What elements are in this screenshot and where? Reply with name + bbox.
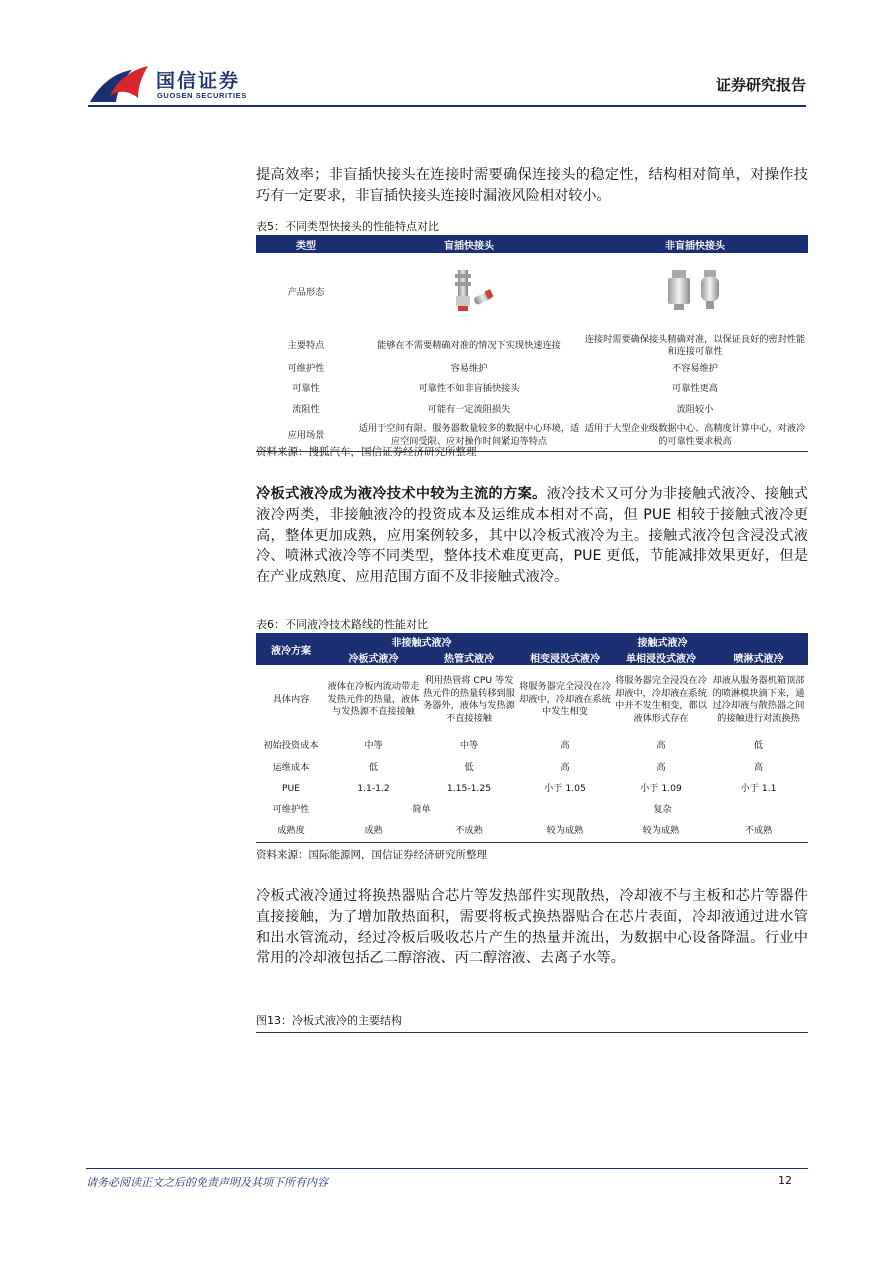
- table-cell: 高: [560, 761, 570, 773]
- table-cell: 低: [368, 761, 379, 773]
- table-cell: 复杂: [653, 804, 672, 816]
- table6-group-header-row: [256, 633, 808, 649]
- table-row: [256, 800, 808, 821]
- table-cell: 小于 1.05: [544, 783, 586, 795]
- table6-sub-header: 喷淋式液冷: [709, 649, 808, 665]
- intro-paragraph: 提高效率；非盲插快接头在连接时需要确保连接头的稳定性，结构相对简单，对操作技巧有一定要求，非盲插快接头连接时漏液风险相对较小。: [256, 167, 808, 204]
- row-label: 流阻性: [292, 404, 320, 416]
- table6-title: 表6：不同液冷技术路线的性能对比: [256, 616, 808, 636]
- table-cell: 高: [753, 761, 764, 773]
- table-cell: 成熟: [326, 821, 421, 842]
- table-cell: 流阻较小: [676, 404, 714, 416]
- table-cell: 可靠性不如非盲插快接头: [418, 383, 520, 395]
- paragraph-body: 液冷技术又可分为非接触式液冷、接触式液冷两类，非接触液冷的投资成本及运维成本相对不高，但 PUE 相较于接触式液冷更高，整体更加成熟，应用案例较多，其中以冷板式液冷为主。接触式液冷包含浸没式液冷、喷淋式液冷等不同类型，整体技术难度更高，PUE 更低，节能减排效果更好，但是在产业成熟度、应用范围方面不及非接触式液冷。: [256, 486, 808, 586]
- table-cell: 适用于空间有限、服务器数量较多的数据中心环境，适应空间受限、应对操作时间紧迫等特点: [356, 421, 582, 451]
- table-row: [256, 400, 808, 421]
- table5-title: 表5：不同类型快接头的性能特点对比: [256, 218, 808, 238]
- table-row: [256, 757, 808, 779]
- footer-disclaimer: 请务必阅读正文之后的免责声明及其项下所有内容: [86, 1176, 328, 1189]
- table-cell: 却液从服务器机箱顶部的喷淋模块滴下来，通过冷却液与散热器之间的接触进行对流换热: [712, 675, 805, 724]
- page-number: 12: [778, 1174, 792, 1187]
- row-label: 应用场景: [256, 421, 356, 451]
- table5-header-nonblind: 非盲插快接头: [582, 235, 808, 253]
- row-label: 主要特点: [287, 339, 325, 351]
- paragraph-liquid-cooling: [256, 484, 808, 588]
- table6-sub-header: 冷板式液冷: [326, 649, 421, 665]
- table-cell: 高: [560, 739, 570, 751]
- table6-sub-header: 单相浸没式液冷: [613, 649, 709, 665]
- report-type-label: 证券研究报告: [715, 76, 806, 94]
- table-row: [256, 665, 808, 735]
- table-cell: 中等: [364, 739, 383, 751]
- table5: [256, 235, 808, 452]
- table-cell: 1.1-1.2: [357, 783, 390, 795]
- table6: [256, 633, 808, 843]
- table-cell: 低: [753, 739, 764, 751]
- table-cell: 不成熟: [421, 821, 517, 842]
- table-cell: 小于 1.1: [740, 783, 777, 795]
- table-cell: 不容易维护: [672, 362, 718, 374]
- row-label: 初始投资成本: [263, 739, 319, 751]
- table6-group-noncontact: 非接触式液冷: [326, 633, 517, 649]
- guosen-logo-icon: [88, 62, 150, 104]
- table-cell: 较为成熟: [517, 821, 613, 842]
- company-name-en: GUOSEN SECURITIES: [157, 91, 247, 100]
- table-row: [256, 333, 808, 359]
- company-name-cn: 国信证券: [156, 70, 241, 92]
- paragraph-cold-plate: 冷板式液冷通过将换热器贴合芯片等发热部件实现散热，冷却液不与主板和芯片等器件直接接触，为了增加散热面积，需要将板式换热器贴合在芯片表面，冷却液通过进水管和出水管流动，经过冷板后吸收芯片产生的热量并流出，为数据中心设备降温。行业中常用的冷却液包括乙二醇溶液、丙二醇溶液、去离子水等。: [256, 888, 808, 967]
- footer-divider: [86, 1168, 808, 1169]
- paragraph-bold-lead: 冷板式液冷成为液冷技术中较为主流的方案。: [256, 486, 547, 502]
- table-row: [256, 359, 808, 379]
- table-cell: 小于 1.09: [640, 783, 682, 795]
- row-label: 具体内容: [272, 693, 310, 705]
- table5-header-blind: 盲插快接头: [356, 235, 582, 253]
- table6-sub-header: 相变浸没式液冷: [517, 649, 613, 665]
- table-cell: 较为成熟: [613, 821, 709, 842]
- table-cell: 可能有一定流阻损失: [427, 404, 511, 416]
- row-label: 可维护性: [272, 804, 310, 816]
- row-label: 成熟度: [256, 821, 326, 842]
- row-label: 可维护性: [287, 362, 325, 374]
- product-image-blind: [356, 253, 582, 333]
- table-cell: 可靠性更高: [672, 383, 718, 395]
- table-row: [256, 821, 808, 842]
- table6-group-contact: 接触式液冷: [517, 633, 808, 649]
- non-blind-connector-icon: [660, 268, 730, 314]
- table-cell: 不成熟: [709, 821, 808, 842]
- table6-source: 资料来源：国际能源网，国信证券经济研究所整理: [256, 849, 487, 861]
- table-cell: 容易维护: [450, 362, 488, 374]
- row-label: 产品形态: [287, 286, 325, 298]
- blind-mate-connector-icon: [434, 268, 504, 314]
- table-cell: 连接时需要确保接头精确对准，以保证良好的密封性能和连接可靠性: [584, 333, 806, 357]
- row-label: PUE: [281, 783, 301, 795]
- table-cell: 适用于大型企业级数据中心、高精度计算中心，对液冷的可靠性要求极高: [582, 421, 808, 451]
- table-cell: 高: [656, 739, 666, 751]
- table-cell: 利用热管将 CPU 等发热元件的热量转移到服务器外，液体与发热源不直接接触: [423, 675, 515, 724]
- table5-source: 资料来源：搜狐汽车，国信证券经济研究所整理: [256, 446, 477, 458]
- table6-corner-header: 液冷方案: [256, 633, 326, 665]
- page-header: [0, 0, 892, 110]
- table-row: [256, 779, 808, 800]
- table6-sub-header: 热管式液冷: [421, 649, 517, 665]
- table-cell: 简单: [412, 804, 431, 816]
- table-row: [256, 379, 808, 400]
- table5-header-row: [256, 235, 808, 253]
- table5-header-type: 类型: [256, 235, 356, 253]
- figure13-title: 图13：冷板式液冷的主要结构: [256, 1012, 808, 1033]
- table6-sub-header-row: [256, 649, 808, 665]
- table-cell: 低: [464, 761, 474, 773]
- row-label: 可靠性: [292, 383, 320, 395]
- table-cell: 将服务器完全浸没在冷却液中，冷却液在系统中并不发生相变，都以液体形式存在: [615, 675, 707, 724]
- table-cell: 高: [656, 761, 666, 773]
- table-cell: 1.15-1.25: [446, 783, 492, 795]
- table-cell: 中等: [459, 739, 479, 751]
- product-image-nonblind: [582, 253, 808, 333]
- table-row: [256, 735, 808, 757]
- header-divider: [88, 105, 806, 107]
- table-row: [256, 253, 808, 333]
- table-cell: 将服务器完全浸没在冷却液中，冷却液在系统中发生相变: [519, 681, 611, 718]
- row-label: 运维成本: [272, 761, 310, 773]
- table-cell: 液体在冷板内流动带走发热元件的热量，液体与发热源不直接接触: [327, 681, 420, 718]
- table-cell: 能够在不需要精确对准的情况下实现快速连接: [377, 339, 561, 351]
